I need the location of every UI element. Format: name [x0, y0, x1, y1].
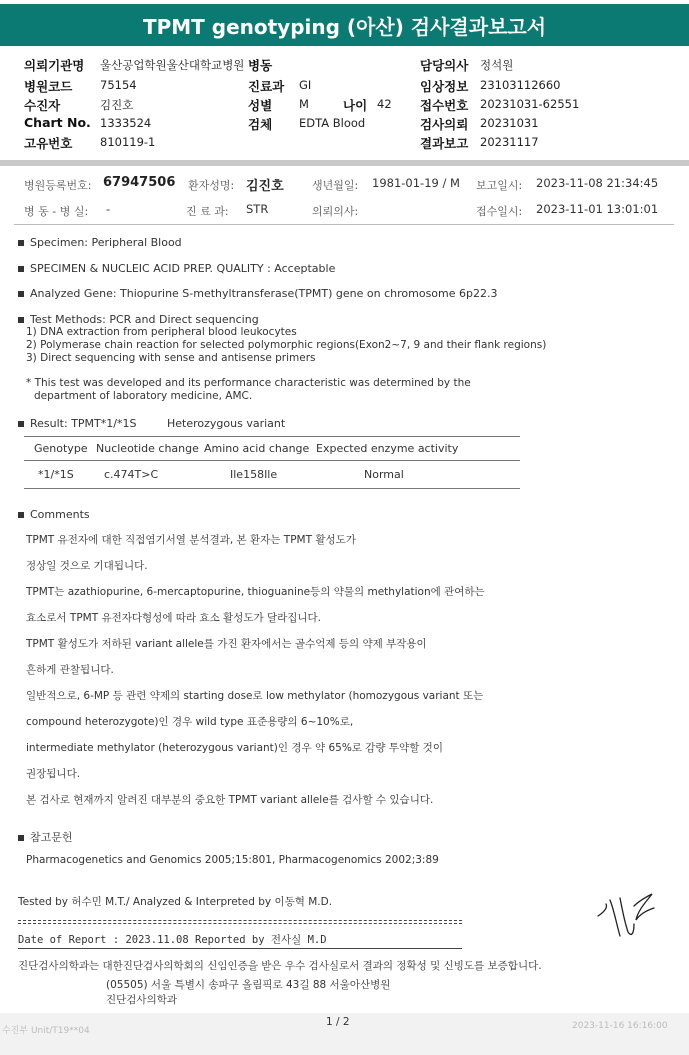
- cell-nucleotide: c.474T>C: [104, 468, 159, 481]
- receipt-date-value: 2023-11-01 13:01:01: [536, 202, 659, 216]
- ward-label: 병동: [248, 58, 273, 73]
- col-genotype: Genotype: [34, 442, 88, 455]
- name-label: 환자성명:: [188, 179, 235, 192]
- footer-timestamp: 2023-11-16 16:16:00: [572, 1021, 668, 1031]
- col-nucleotide: Nucleotide change: [96, 442, 199, 455]
- cell-genotype: *1/*1S: [38, 468, 74, 481]
- quality-line: [18, 262, 335, 275]
- footer-unit: 수진부 Unit/T19**04: [2, 1026, 90, 1036]
- comment-line-3: TPMT는 azathiopurine, 6-mercaptopurine, thioguanine등의 약물의 methylation에 관여하는: [26, 586, 485, 598]
- comment-line-10: 권장됩니다.: [26, 768, 81, 780]
- request-value: 20231031: [480, 116, 539, 130]
- test-methods-line: [18, 313, 259, 326]
- bullet-square-icon: [18, 240, 24, 246]
- tested-by: Tested by 허수민 M.T./ Analyzed & Interpreted by 이동혁 M.D.: [18, 896, 333, 908]
- report-date-label: 보고일시:: [476, 179, 523, 192]
- report-title: TPMT genotyping (아산) 검사결과보고서: [0, 4, 689, 46]
- specimen-line: [18, 236, 182, 249]
- reg-label: 병원등록번호:: [24, 179, 92, 192]
- report-date-value: 2023-11-08 21:34:45: [536, 176, 659, 190]
- chart-label: Chart No.: [24, 115, 91, 130]
- age-label: 나이: [343, 98, 368, 113]
- method-note-2: department of laboratory medicine, AMC.: [34, 390, 253, 402]
- receipt-date-label: 접수일시:: [476, 205, 523, 218]
- test-methods-title: Test Methods: PCR and Direct sequencing: [30, 313, 259, 326]
- sex-value: M: [299, 97, 309, 111]
- result-label: Result: TPMT*1/*1S: [30, 417, 137, 430]
- bullet-square-icon: [18, 317, 24, 323]
- patient-label: 수진자: [24, 98, 61, 113]
- report-top-dashline-2: [18, 923, 462, 924]
- reg-value: 67947506: [103, 175, 176, 190]
- comment-line-7: 일반적으로, 6-MP 등 관련 약제의 starting dose로 low methylator (homozygous variant 또는: [26, 690, 484, 702]
- receipt-label: 접수번호: [420, 98, 469, 113]
- cell-enzyme: Normal: [364, 468, 404, 481]
- comments-title: Comments: [30, 508, 90, 521]
- comment-line-1: TPMT 유전자에 대한 직접염기서열 분석결과, 본 환자는 TPMT 활성도가: [26, 534, 356, 546]
- bullet-square-icon: [18, 291, 24, 297]
- specimen-value: EDTA Blood: [299, 116, 366, 130]
- doctor-value: 정석원: [480, 58, 514, 72]
- specimen-label: 검체: [248, 117, 273, 132]
- certification-text: 진단검사의학과는 대한진단검사의학회의 신임인증을 받은 우수 검사실로서 결과의 정확성 및 신빙도를 보증합니다.: [18, 960, 542, 972]
- method-step-2: 2) Polymerase chain reaction for selected polymorphic regions(Exon2~7, 9 and their flank regions): [26, 339, 547, 351]
- patient-dept-value: STR: [246, 202, 269, 216]
- gene-text: Analyzed Gene: Thiopurine S-methyltransferase(TPMT) gene on chromosome 6p22.3: [30, 287, 498, 300]
- hospital-code-label: 병원코드: [24, 79, 73, 94]
- result-table-bottom-rule: [24, 488, 520, 489]
- cell-amino-acid: Ile158Ile: [230, 468, 278, 481]
- ward-room-label: 병 동 - 병 실:: [24, 205, 89, 218]
- address-line-1: (05505) 서울 특별시 송파구 올림픽로 43길 88 서울아산병원: [106, 979, 391, 991]
- name-value: 김진호: [246, 179, 284, 194]
- gene-line: [18, 287, 497, 300]
- method-step-3: 3) Direct sequencing with sense and antisense primers: [26, 352, 316, 364]
- report-label: 결과보고: [420, 136, 469, 151]
- references-line: [18, 829, 73, 845]
- patient-divider: [14, 224, 674, 225]
- unique-value: 810119-1: [100, 135, 156, 149]
- result-line: [18, 417, 136, 430]
- comment-line-4: 효소로서 TPMT 유전자다형성에 따라 효소 활성도가 달라집니다.: [26, 612, 322, 624]
- ref-doctor-label: 의뢰의사:: [312, 205, 359, 218]
- dept-value: GI: [299, 78, 312, 92]
- comment-line-6: 흔하게 관찰됩니다.: [26, 664, 114, 676]
- sex-label: 성별: [248, 98, 273, 113]
- institution-label: 의뢰기관명: [24, 58, 85, 73]
- footer-page-number: 1 / 2: [326, 1016, 350, 1028]
- request-label: 검사의뢰: [420, 117, 469, 132]
- chart-value: 1333524: [100, 116, 152, 130]
- clinical-label: 임상정보: [420, 79, 469, 94]
- bullet-square-icon: [18, 266, 24, 272]
- hospital-code-value: 75154: [100, 78, 137, 92]
- patient-value: 김진호: [100, 98, 134, 112]
- date-of-report: Date of Report : 2023.11.08 Reported by 전사실 M.D: [18, 934, 327, 946]
- report-value: 20231117: [480, 135, 539, 149]
- result-table-top-rule: [24, 436, 520, 437]
- result-variant: Heterozygous variant: [167, 417, 286, 430]
- references-title: 참고문헌: [30, 831, 73, 844]
- dept-label: 진료과: [248, 79, 285, 94]
- signature-icon: [590, 886, 670, 950]
- result-table-mid-rule: [24, 460, 520, 461]
- comment-line-9: intermediate methylator (heterozygous variant)인 경우 약 65%로 감량 투약할 것이: [26, 742, 443, 754]
- col-enzyme: Expected enzyme activity: [316, 442, 459, 455]
- report-bottom-rule: [18, 948, 462, 949]
- bullet-square-icon: [18, 512, 24, 518]
- ward-room-value: -: [106, 202, 111, 216]
- method-step-1: 1) DNA extraction from peripheral blood leukocytes: [26, 326, 297, 338]
- comment-line-2: 정상일 것으로 기대됩니다.: [26, 560, 148, 572]
- patient-dept-label: 진 료 과:: [186, 205, 229, 218]
- dob-value: 1981-01-19 / M: [372, 176, 460, 190]
- doctor-label: 담당의사: [420, 58, 469, 73]
- comment-line-5: TPMT 활성도가 저하된 variant allele를 가진 환자에서는 골수억제 등의 약제 부작용이: [26, 638, 427, 650]
- bullet-square-icon: [18, 835, 24, 841]
- address-line-2: 진단검사의학과: [106, 994, 178, 1006]
- references-text: Pharmacogenetics and Genomics 2005;15:801, Pharmacogenomics 2002;3:89: [26, 854, 439, 866]
- clinical-value: 23103112660: [480, 78, 561, 92]
- col-amino-acid: Amino acid change: [204, 442, 310, 455]
- specimen-text: Specimen: Peripheral Blood: [30, 236, 182, 249]
- method-note-1: * This test was developed and its performance characteristic was determined by the: [26, 377, 471, 389]
- dob-label: 생년월일:: [312, 179, 359, 192]
- report-top-dashline: [18, 920, 462, 921]
- comment-line-8: compound heterozygote)인 경우 wild type 표준용량의 6~10%로,: [26, 716, 354, 728]
- header-divider: [0, 160, 689, 166]
- receipt-value: 20231031-62551: [480, 97, 580, 111]
- quality-text: SPECIMEN & NUCLEIC ACID PREP. QUALITY : Acceptable: [30, 262, 336, 275]
- comment-line-11: 본 검사로 현재까지 알려진 대부분의 중요한 TPMT variant allele를 검사할 수 있습니다.: [26, 794, 434, 806]
- comments-line: [18, 508, 90, 521]
- age-value: 42: [377, 97, 392, 111]
- institution-value: 울산공업학원울산대학교병원: [100, 58, 245, 72]
- bullet-square-icon: [18, 421, 24, 427]
- unique-label: 고유번호: [24, 136, 73, 151]
